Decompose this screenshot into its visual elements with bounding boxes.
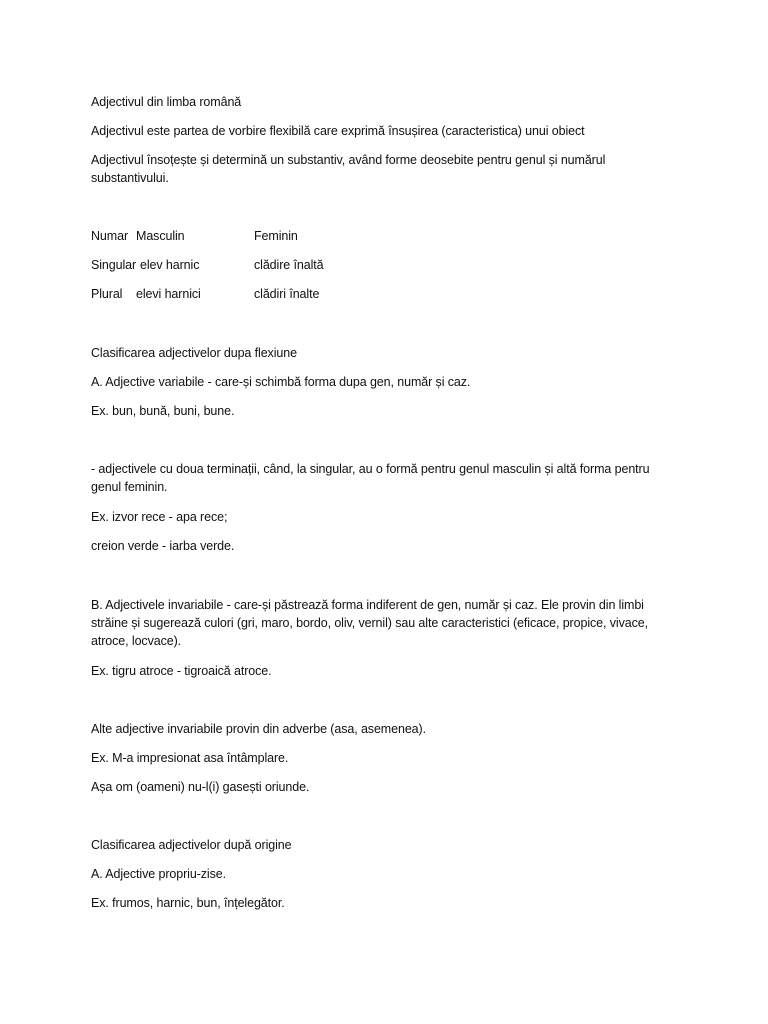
example-two-endings-1: Ex. izvor rece - apa rece; — [91, 510, 228, 524]
table-cell-plural-masculin: elevi harnici — [136, 287, 201, 301]
point-a-variabile: A. Adjective variabile - care-și schimbă forma dupa gen, număr și caz. — [91, 375, 471, 389]
table-header-masculin: Masculin — [136, 229, 185, 243]
definition-paragraph: Adjectivul este partea de vorbire flexibilă care exprimă însușirea (caracteristica) unui obiect — [91, 124, 585, 138]
description-paragraph: Adjectivul însoțește și determină un substantiv, având forme deosebite pentru genul și numărul substantivului. — [91, 153, 606, 185]
table-cell-singular-feminin: clădire înaltă — [254, 258, 324, 272]
point-a-propriu-zise: A. Adjective propriu-zise. — [91, 867, 226, 881]
table-cell-plural-feminin: clădiri înalte — [254, 287, 320, 301]
example-adverbs-1: Ex. M-a impresionat asa întâmplare. — [91, 751, 289, 765]
table-header-numar: Numar — [91, 229, 129, 243]
example-two-endings-2: creion verde - iarba verde. — [91, 539, 235, 553]
table-cell-singular-masculin: elev harnic — [140, 258, 200, 272]
two-endings-paragraph: - adjectivele cu doua terminații, când, la singular, au o formă pentru genul masculin și altă forma pentru genul feminin. — [91, 462, 650, 494]
table-header-feminin: Feminin — [254, 229, 298, 243]
example-invariabile: Ex. tigru atroce - tigroaică atroce. — [91, 664, 272, 678]
document-title: Adjectivul din limba română — [91, 95, 242, 109]
point-b-invariabile: B. Adjectivele invariabile - care-și păstrează forma indiferent de gen, număr și caz. Ele provin din limbi străine și sugerează culori (gri, maro, bordo, oliv, vernil) sau alte caracteristici (eficace, propice, vivace, atroce, locvace). — [91, 598, 648, 648]
example-adverbs-2: Așa om (oameni) nu-l(i) gasești oriunde. — [91, 780, 310, 794]
section-heading-origine: Clasificarea adjectivelor după origine — [91, 838, 292, 852]
section-heading-flexiune: Clasificarea adjectivelor dupa flexiune — [91, 346, 297, 360]
adverbs-paragraph: Alte adjective invariabile provin din adverbe (asa, asemenea). — [91, 722, 426, 736]
example-variabile: Ex. bun, bună, buni, bune. — [91, 404, 235, 418]
example-propriu-zise: Ex. frumos, harnic, bun, înțelegător. — [91, 896, 285, 910]
table-cell-singular: Singular — [91, 258, 137, 272]
table-cell-plural: Plural — [91, 287, 123, 301]
